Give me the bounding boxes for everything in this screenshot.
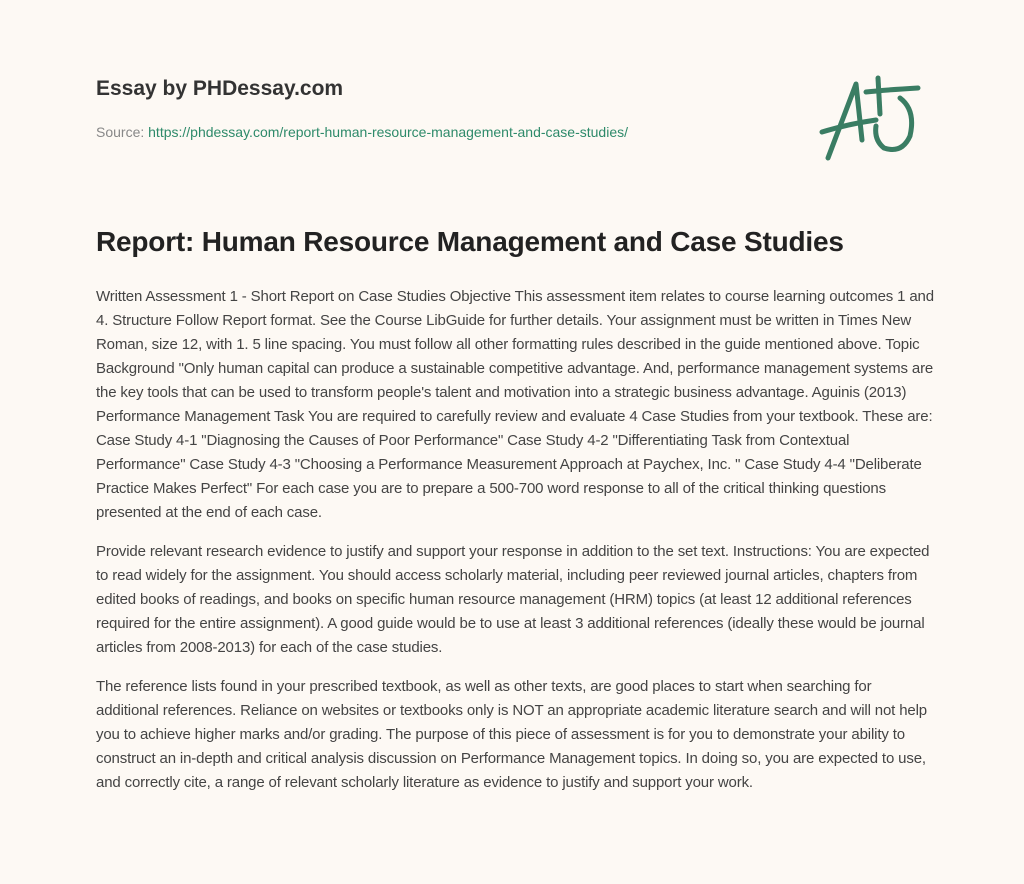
source-link[interactable]: https://phdessay.com/report-human-resource-management-and-case-studies/ <box>148 124 628 140</box>
source-label: Source: <box>96 124 145 140</box>
source-line <box>96 124 628 140</box>
site-brand: Essay by PHDessay.com <box>96 77 344 100</box>
paragraph: Provide relevant research evidence to justify and support your response in addition to the set text. Instructions: You are expected to read widely for the assignment. You should access scholarly material, including peer reviewed journal articles, chapters from edited books of readings, and books on specific human resource management (HRM) topics (at least 12 additional references required for the entire assignment). A good guide would be to use at least 3 additional references (ideally these would be journal articles from 2008-2013) for each of the case studies. <box>96 543 930 656</box>
paragraph: Written Assessment 1 - Short Report on Case Studies Objective This assessment item relates to course learning outcomes 1 and 4. Structure Follow Report format. See the Course LibGuide for further details. Your assignment must be written in Times New Roman, size 12, with 1. 5 line spacing. You must follow all other formatting rules described in the guide mentioned above. Topic Background "Only human capital can produce a sustainable competitive advantage. And, performance management systems are the key tools that can be used to transform people's talent and motivation into a strategic business advantage. Aguinis (2013) Performance Management Task You are required to carefully review and evaluate 4 Case Studies from your textbook. These are: Case Study 4-1 "Diagnosing the Causes of Poor Performance" Case Study 4-2 "Differentiating Task from Contextual Performance" Case Study 4-3 "Choosing a Performance Measurement Approach at Paychex, Inc. " Case Study 4-4 "Deliberate Practice Makes Perfect" For each case you are to prepare a 500-700 word response to all of the critical thinking questions presented at the end of each case. <box>96 288 934 521</box>
article-body <box>96 285 936 810</box>
a-plus-logo-icon <box>818 70 928 165</box>
article-title: Report: Human Resource Management and Case Studies <box>96 226 844 257</box>
paragraph: The reference lists found in your prescribed textbook, as well as other texts, are good places to start when searching for additional references. Reliance on websites or textbooks only is NOT an appropriate academic literature search and will not help you to achieve higher marks and/or grading. The purpose of this piece of assessment is for you to demonstrate your ability to construct an in-depth and critical analysis discussion on Performance Management topics. In doing so, you are expected to use, and correctly cite, a range of relevant scholarly literature as evidence to justify and support your work. <box>96 678 927 791</box>
